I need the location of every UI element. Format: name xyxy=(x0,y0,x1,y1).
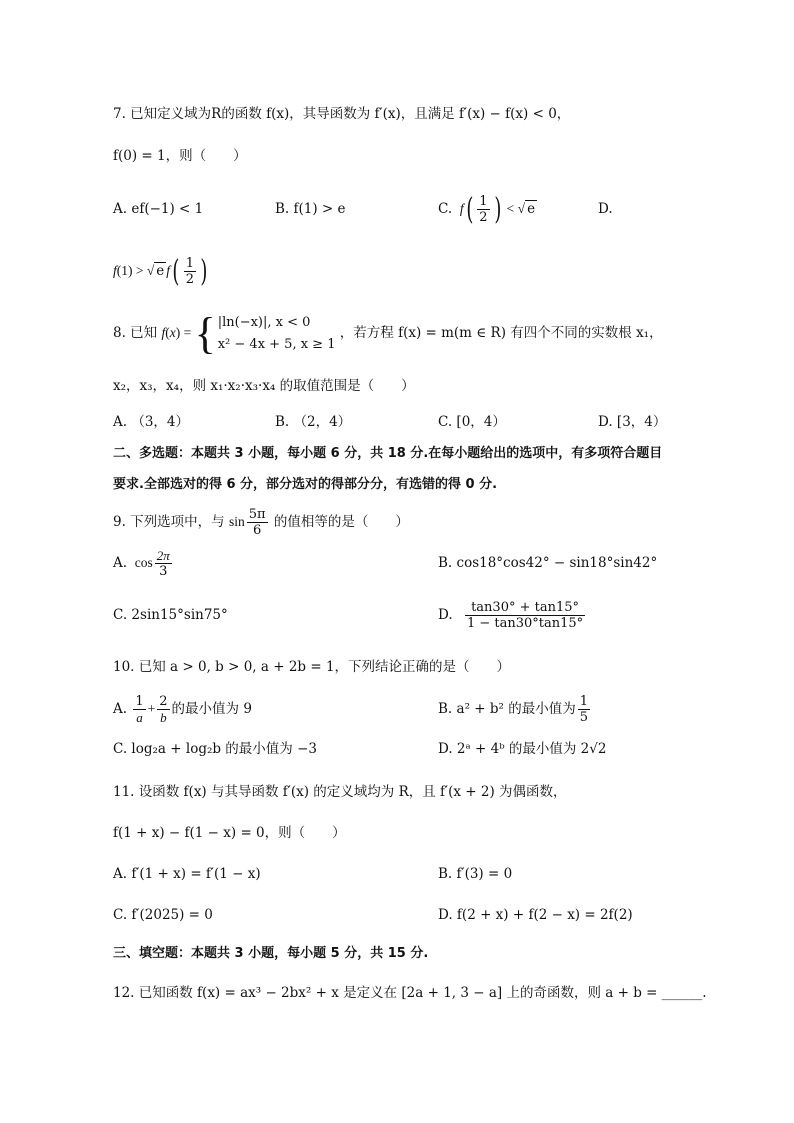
q10-option-b-text: a² + b² 的最小值为 xyxy=(456,701,576,717)
q9-stem: 9. 下列选项中，与 sin $\frac{5\pi}{6}$ 的值相等的是（ ） xyxy=(113,507,409,538)
q9-option-d xyxy=(438,596,587,634)
q10-option-a-tail: 的最小值为 9 xyxy=(171,701,252,717)
q9-option-a-label: A. xyxy=(113,555,128,571)
q9-tail: 的值相等的是（ ） xyxy=(273,514,409,530)
q9-option-c: C. 2sin15°sin75° xyxy=(113,607,228,623)
q7-option-c: C. f ( $\frac{1}{2}$ ) < √ e xyxy=(438,191,536,227)
q10-option-b-label: B. xyxy=(438,701,453,717)
q7-stem-line2: f(0) = 1，则（ ） xyxy=(113,148,247,164)
q11-option-c: C. f′(2025) = 0 xyxy=(113,907,213,923)
q8-option-c: C. [0，4） xyxy=(438,414,506,430)
q8-lead: 8. 已知 xyxy=(113,325,158,341)
q9-option-d-numerator: tan30° + tan15° xyxy=(465,600,585,616)
q11-stem-line1: 11. 设函数 f(x) 与其导函数 f′(x) 的定义域均为 R，且 f′(x + 2) 为偶函数， xyxy=(113,784,567,800)
q7-option-d-label: D. xyxy=(598,201,613,217)
q9-option-d-denominator: 1 − tan30°tan15° xyxy=(466,616,584,631)
q9-option-b: B. cos18°cos42° − sin18°sin42° xyxy=(438,555,658,571)
section-2-heading-line2: 要求.全部选对的得 6 分，部分选对的得部分分，有选错的得 0 分. xyxy=(113,477,498,492)
q8-tail: ，若方程 f(x) = m(m ∈ R) 有四个不同的实数根 x₁， xyxy=(339,325,663,341)
q7-option-c-label: C. xyxy=(438,201,453,217)
q8-option-a: A. （3，4） xyxy=(113,414,190,430)
q10-option-a: A. $\frac{1}{a}$ + $\frac{2}{b}$ 的最小值为 9 xyxy=(113,694,252,725)
q8-stem-line1: 8. 已知 f(x) = { |ln(−x)|, x < 0 x² − 4x + 5, x ≥ 1 ，若方程 f(x) = m(m ∈ R) 有四个不同的实数根 x₁， xyxy=(113,308,663,358)
q10-option-c: C. log₂a + log₂b 的最小值为 −3 xyxy=(113,741,317,757)
q8-option-d: D. [3，4） xyxy=(598,414,667,430)
q11-option-a: A. f′(1 + x) = f′(1 − x) xyxy=(113,866,261,882)
q7-stem-line1: 7. 已知定义域为R的函数 f(x)，其导函数为 f′(x)，且满足 f′(x) − f(x) < 0， xyxy=(113,106,571,122)
q8-stem-line2: x₂，x₃，x₄，则 x₁·x₂·x₃·x₄ 的取值范围是（ ） xyxy=(113,378,415,394)
q7-option-b: B. f(1) > e xyxy=(275,201,346,217)
q7-option-d-expr: f(1) > √ e f ( $\frac{1}{2}$ ) xyxy=(113,253,208,289)
q10-option-a-label: A. xyxy=(113,701,128,717)
q12-stem: 12. 已知函数 f(x) = ax³ − 2bx² + x 是定义在 [2a + 1, 3 − a] 上的奇函数，则 a + b = ______. xyxy=(113,985,707,1001)
q8-option-b: B. （2，4） xyxy=(275,414,352,430)
q8-case-2: x² − 4x + 5, x ≥ 1 xyxy=(217,336,336,352)
q10-stem: 10. 已知 a > 0, b > 0, a + 2b = 1，下列结论正确的是（ ） xyxy=(113,659,511,675)
section-2-heading-line1: 二、多选题：本题共 3 小题，每小题 6 分，共 18 分.在每小题给出的选项中，有多项符合题目 xyxy=(113,446,663,461)
q8-case-1: |ln(−x)|, x < 0 xyxy=(217,314,311,330)
q10-option-b: B. a² + b² 的最小值为 $\frac{1}{5}$ xyxy=(438,694,588,725)
q9-option-d-label: D. xyxy=(438,607,453,623)
section-3-heading: 三、填空题：本题共 3 小题，每小题 5 分，共 15 分. xyxy=(113,946,429,961)
q11-stem-line2: f(1 + x) − f(1 − x) = 0，则（ ） xyxy=(113,825,346,841)
q9-lead: 9. 下列选项中，与 xyxy=(113,514,225,530)
q11-option-b: B. f′(3) = 0 xyxy=(438,866,513,882)
q9-option-a: A. cos $\frac{2\pi}{3}$ xyxy=(113,548,170,579)
q7-option-a: A. ef(−1) < 1 xyxy=(113,201,204,217)
q10-option-d: D. 2ᵃ + 4ᵇ 的最小值为 2√2 xyxy=(438,741,607,757)
q11-option-d: D. f(2 + x) + f(2 − x) = 2f(2) xyxy=(438,907,633,923)
